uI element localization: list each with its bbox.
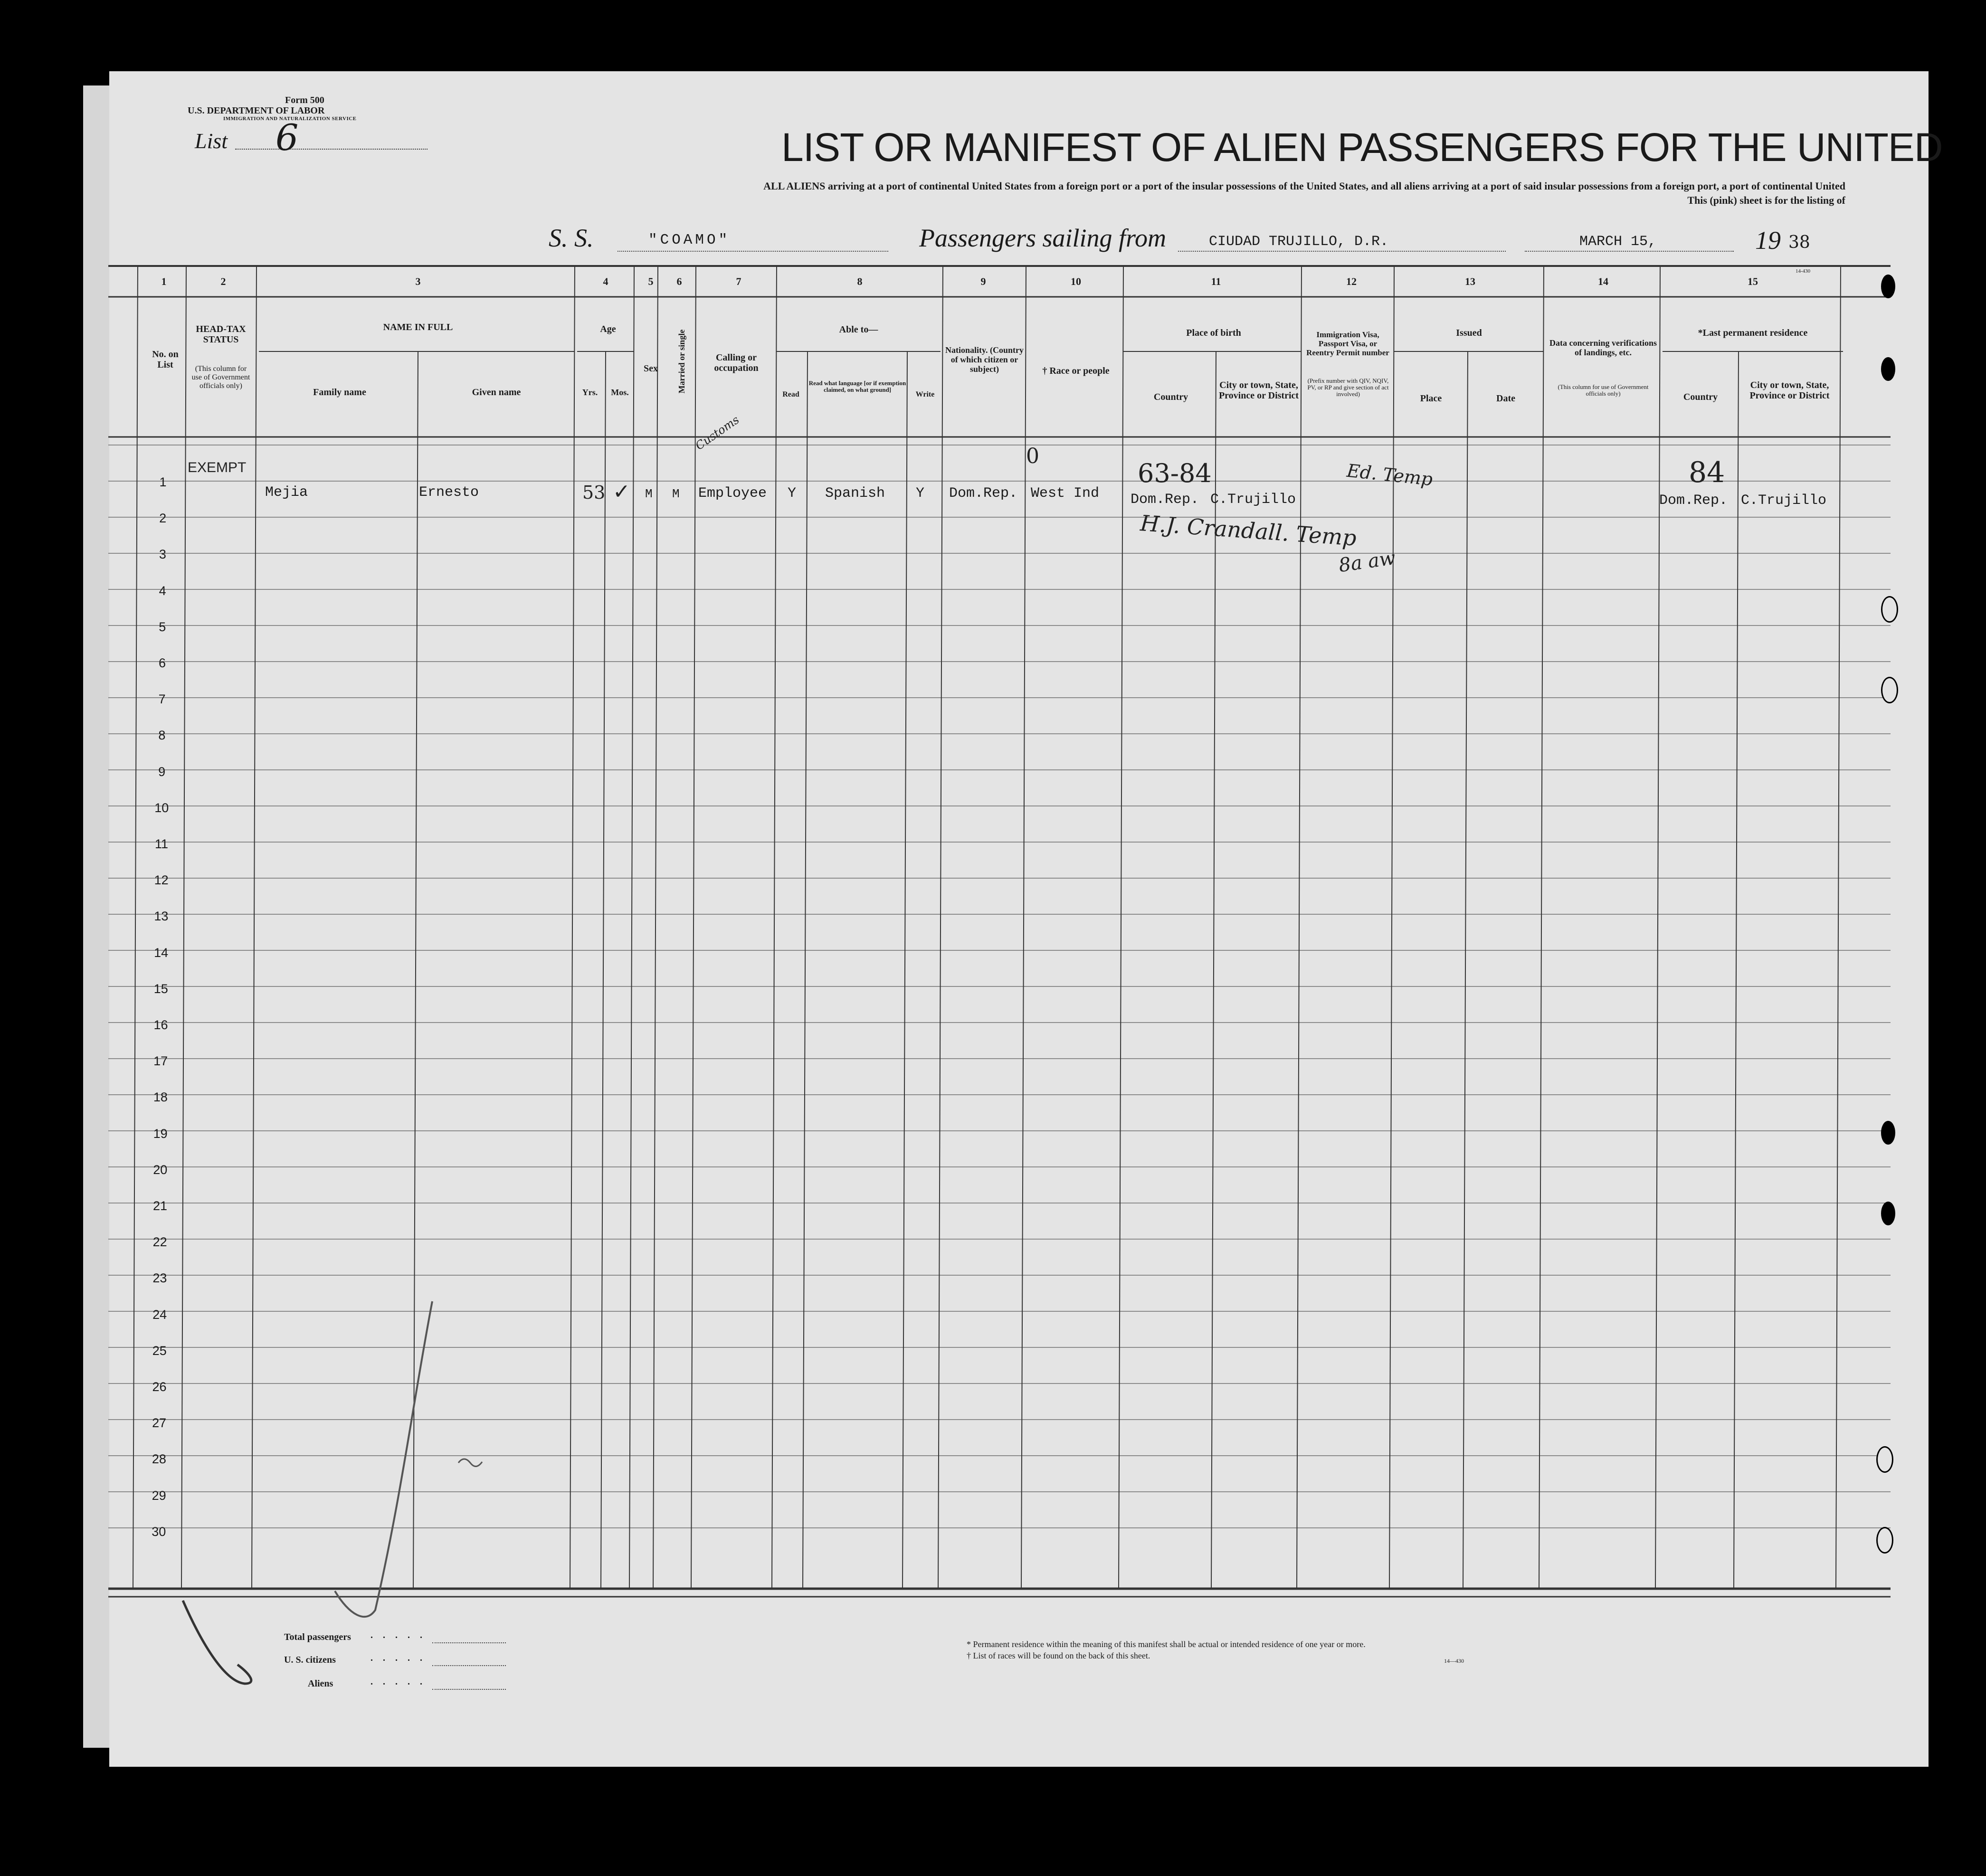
row-number: 12 bbox=[154, 873, 169, 888]
column-number: 12 bbox=[1346, 275, 1357, 287]
list-label: List bbox=[195, 129, 228, 153]
footnote-residence: * Permanent residence within the meaning of this manifest shall be actual or intended residence of one year or more. bbox=[967, 1639, 1366, 1649]
header-calling: Calling or occupation bbox=[714, 352, 759, 373]
residence-city: C.Trujillo bbox=[1741, 493, 1827, 509]
header-yrs: Yrs. bbox=[582, 388, 598, 397]
age-years: 53 bbox=[582, 482, 606, 503]
total-passengers-dots: . . . . . bbox=[371, 1630, 426, 1640]
header-name-in-full: NAME IN FULL bbox=[383, 322, 453, 332]
row-number: 4 bbox=[159, 583, 166, 598]
row-number: 3 bbox=[159, 547, 166, 562]
column-number: 9 bbox=[980, 275, 986, 287]
header-family-name: Family name bbox=[313, 387, 366, 398]
header-given-name: Given name bbox=[472, 387, 521, 398]
birth-country: Dom.Rep. bbox=[1131, 492, 1199, 508]
row-number: 5 bbox=[159, 619, 166, 634]
punch-hole bbox=[1881, 677, 1898, 703]
sailing-date: MARCH 15, bbox=[1579, 234, 1657, 250]
row-number: 17 bbox=[153, 1054, 168, 1069]
row-number: 6 bbox=[158, 656, 166, 670]
occupation: Employee bbox=[698, 485, 767, 502]
column-number: 1 bbox=[161, 275, 167, 287]
row-number: 29 bbox=[152, 1488, 166, 1503]
residence-country: Dom.Rep. bbox=[1659, 493, 1728, 509]
row-number: 19 bbox=[153, 1126, 168, 1141]
notice-line-2: This (pink) sheet is for the listing of bbox=[1687, 194, 1845, 206]
notice-line-1: ALL ALIENS arriving at a port of continental United States from a foreign port or a port of the insular possessions of the United States, and all aliens arriving at a port of said insular possessions from a foreign port, a port of continental United bbox=[763, 180, 1845, 192]
row-number: 1 bbox=[159, 475, 167, 489]
us-citizens-line bbox=[432, 1665, 506, 1666]
occupation-note: Customs bbox=[693, 413, 742, 453]
column-number: 14 bbox=[1598, 275, 1608, 287]
service-name: IMMIGRATION AND NATURALIZATION SERVICE bbox=[223, 116, 357, 122]
race: West Ind bbox=[1031, 485, 1100, 502]
column-number: 8 bbox=[857, 275, 863, 287]
header-last-residence: *Last permanent residence bbox=[1698, 328, 1808, 338]
given-name: Ernesto bbox=[419, 484, 479, 501]
header-no-on-list: No. on List bbox=[152, 349, 179, 370]
row-number: 27 bbox=[152, 1416, 167, 1431]
row-number: 11 bbox=[154, 837, 169, 851]
column-number: 4 bbox=[603, 275, 608, 287]
header-residence-country: Country bbox=[1683, 392, 1718, 402]
nationality: Dom.Rep. bbox=[949, 485, 1018, 502]
footnote-races: † List of races will be found on the back of this sheet. bbox=[967, 1651, 1150, 1660]
visa-note-2: H.J. Crandall. Temp bbox=[1139, 510, 1358, 551]
row-number: 25 bbox=[152, 1343, 167, 1358]
column-number: 6 bbox=[676, 275, 682, 287]
aliens-line bbox=[432, 1689, 506, 1690]
header-able-to: Able to— bbox=[839, 324, 878, 335]
column-number: 15 bbox=[1748, 275, 1758, 287]
column-number: 5 bbox=[648, 275, 654, 287]
age-mark: ✓ bbox=[613, 480, 630, 504]
header-issued: Issued bbox=[1456, 328, 1482, 338]
us-citizens-dots: . . . . . bbox=[371, 1653, 426, 1663]
header-head-tax-note: (This column for use of Government officials only) bbox=[191, 365, 250, 390]
row-number: 9 bbox=[158, 764, 166, 779]
punch-hole bbox=[1881, 1202, 1895, 1225]
race-mark: 0 bbox=[1026, 444, 1039, 468]
departure-port: CIUDAD TRUJILLO, D.R. bbox=[1209, 234, 1389, 250]
family-name: Mejia bbox=[265, 484, 308, 501]
header-head-tax: HEAD-TAX STATUS bbox=[196, 324, 246, 345]
header-nationality: Nationality. (Country of which citizen or subject) bbox=[945, 345, 1024, 374]
header-place-of-birth: Place of birth bbox=[1186, 328, 1241, 338]
row-number: 24 bbox=[152, 1307, 167, 1322]
list-number: 6 bbox=[276, 116, 299, 159]
row-number: 20 bbox=[153, 1162, 168, 1177]
header-age: Age bbox=[600, 324, 616, 334]
aliens-dots: . . . . . bbox=[371, 1677, 426, 1687]
header-married-single: Married or single bbox=[677, 329, 686, 394]
footer-form-code: 14—430 bbox=[1444, 1658, 1464, 1664]
header-verification: Data concerning verifications of landings, etc. bbox=[1549, 338, 1657, 357]
row-number: 23 bbox=[152, 1271, 167, 1286]
birth-code: 63-84 bbox=[1138, 458, 1212, 488]
header-read: Read bbox=[782, 390, 799, 398]
header-sex: Sex bbox=[644, 363, 658, 374]
punch-hole bbox=[1876, 1446, 1893, 1473]
row-number: 7 bbox=[158, 692, 166, 707]
column-number: 10 bbox=[1071, 275, 1081, 287]
sailing-label: Passengers sailing from bbox=[919, 224, 1167, 252]
row-number: 8 bbox=[158, 728, 166, 743]
can-write: Y bbox=[916, 485, 925, 502]
visa-note-1: Ed. Temp bbox=[1346, 460, 1434, 490]
punch-hole bbox=[1881, 1121, 1895, 1145]
pencil-scribble bbox=[458, 1459, 482, 1467]
birth-city: C.Trujillo bbox=[1210, 492, 1296, 508]
header-verification-note: (This column for use of Government officials only) bbox=[1558, 383, 1649, 397]
total-passengers-line bbox=[432, 1642, 506, 1643]
pencil-stroke-hook bbox=[183, 1601, 251, 1684]
head-tax-status: EXEMPT bbox=[188, 460, 247, 475]
row-number: 2 bbox=[159, 511, 167, 526]
can-read: Y bbox=[788, 485, 797, 502]
header-birth-country: Country bbox=[1153, 392, 1188, 402]
total-passengers-label: Total passengers bbox=[284, 1632, 351, 1642]
header-mos: Mos. bbox=[611, 388, 629, 397]
header-write: Write bbox=[915, 390, 935, 398]
form-number: Form 500 bbox=[285, 95, 324, 105]
row-number: 30 bbox=[152, 1524, 166, 1539]
header-race: † Race or people bbox=[1042, 366, 1110, 376]
punch-hole bbox=[1881, 357, 1895, 381]
ss-label: S. S. bbox=[549, 224, 594, 252]
row-number: 13 bbox=[154, 909, 169, 924]
row-number: 10 bbox=[154, 800, 169, 815]
form-code: 14-430 bbox=[1796, 268, 1811, 274]
department-name: U.S. DEPARTMENT OF LABOR bbox=[188, 105, 325, 116]
header-residence-city: City or town, State, Province or District bbox=[1749, 380, 1830, 401]
column-number: 3 bbox=[415, 275, 421, 287]
language: Spanish bbox=[825, 485, 885, 502]
row-number: 15 bbox=[153, 981, 168, 996]
year-suffix: 38 bbox=[1788, 233, 1810, 252]
row-number: 28 bbox=[152, 1452, 166, 1467]
punch-hole bbox=[1881, 275, 1895, 298]
punch-hole bbox=[1876, 1527, 1893, 1554]
marital-status: M bbox=[672, 487, 680, 501]
aliens-label: Aliens bbox=[308, 1678, 333, 1689]
row-number: 22 bbox=[152, 1235, 167, 1250]
header-birth-city: City or town, State, Province or District bbox=[1218, 380, 1299, 401]
header-visa: Immigration Visa, Passport Visa, or Reentry Permit number bbox=[1306, 330, 1389, 357]
column-number: 2 bbox=[220, 275, 226, 287]
column-number: 13 bbox=[1465, 275, 1475, 287]
column-number: 7 bbox=[736, 275, 741, 287]
visa-note-3: 8a aw bbox=[1337, 547, 1397, 577]
column-number: 11 bbox=[1211, 275, 1221, 287]
year-prefix: 19 bbox=[1755, 226, 1781, 255]
pencil-stroke-long bbox=[335, 1301, 432, 1617]
ship-name: "COAMO" bbox=[648, 232, 731, 248]
row-number: 16 bbox=[153, 1018, 168, 1032]
header-read-language: Read what language [or if exemption claimed, on what ground] bbox=[808, 379, 906, 393]
punch-hole bbox=[1881, 596, 1898, 623]
us-citizens-label: U. S. citizens bbox=[284, 1655, 336, 1665]
residence-code: 84 bbox=[1689, 456, 1725, 489]
header-issued-date: Date bbox=[1496, 393, 1515, 404]
row-number: 14 bbox=[154, 945, 169, 960]
row-number: 18 bbox=[153, 1090, 168, 1105]
row-number: 21 bbox=[152, 1199, 168, 1213]
sex: M bbox=[645, 487, 653, 501]
header-visa-note: (Prefix number with QIV, NQIV, PV, or RP and give section of act involved) bbox=[1307, 377, 1389, 398]
header-issued-place: Place bbox=[1420, 393, 1442, 404]
manifest-title: LIST OR MANIFEST OF ALIEN PASSENGERS FOR THE UNITED bbox=[781, 125, 1943, 170]
row-number: 26 bbox=[152, 1380, 167, 1394]
